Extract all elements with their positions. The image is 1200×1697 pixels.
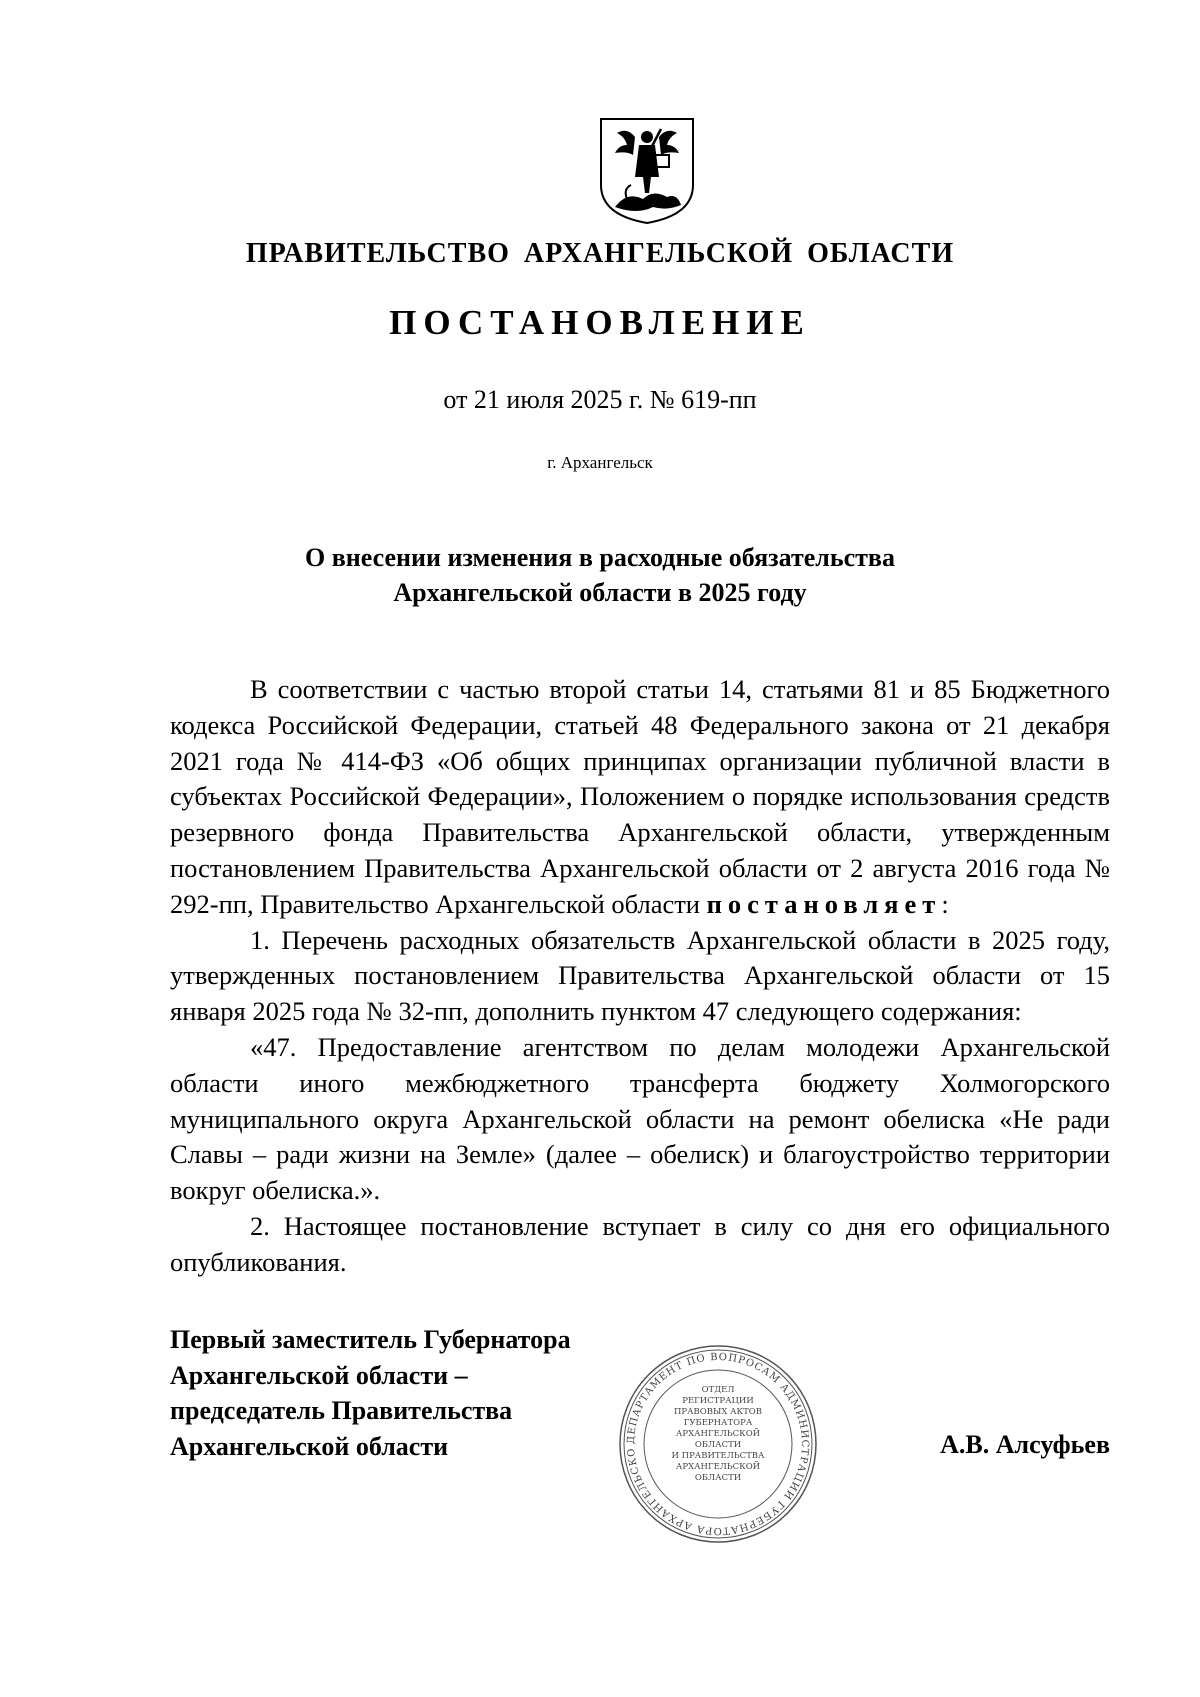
organization-title: ПРАВИТЕЛЬСТВО АРХАНГЕЛЬСКОЙ ОБЛАСТИ <box>245 238 955 269</box>
preamble-paragraph <box>170 672 1110 923</box>
item-2: 2. Настоящее постановление вступает в силу со дня его официального опубликования. <box>170 1210 1110 1277</box>
signer-title-line: Архангельской области <box>170 1431 449 1461</box>
date-number: от 21 июля 2025 г. № 619-пп <box>443 385 757 414</box>
svg-text:ОБЛАСТИ: ОБЛАСТИ <box>694 1440 742 1450</box>
signer-title-line: Архангельской области – <box>170 1360 468 1390</box>
signer-title <box>170 1322 630 1464</box>
document-subject <box>0 540 1200 610</box>
city: г. Архангельск <box>547 453 653 472</box>
signer-title-line: Первый заместитель Губернатора <box>170 1325 571 1354</box>
svg-text:ГУБЕРНАТОРА: ГУБЕРНАТОРА <box>683 1418 753 1428</box>
decides-word: постановляет <box>706 888 942 919</box>
signer-name: А.В. Алсуфьев <box>940 1430 1110 1459</box>
registration-seal-stamp <box>616 1344 820 1544</box>
item-47: «47. Предоставление агентством по делам молодежи Архангельской области иного межбюджетного трансферта бюджету Холмогорского муниципального округа Архангельской области на ремонт обелиска «Не ради Славы – ради жизни на Земле» (далее – обелиск) и благоустройство территории вокруг обелиска.». <box>170 1031 1110 1206</box>
svg-text:ОБЛАСТИ: ОБЛАСТИ <box>694 1473 742 1483</box>
subject-line-1: О внесении изменения в расходные обязательства <box>305 543 895 572</box>
signer-title-line: председатель Правительства <box>170 1396 513 1425</box>
svg-text:ДЕПАРТАМЕНТ ПО ВОПРОСАМ АДМИНИ: ДЕПАРТАМЕНТ ПО ВОПРОСАМ АДМИНИСТРАЦИИ ГУБЕРНАТОРА АРХАНГЕЛЬСКО <box>625 1351 811 1537</box>
svg-text:АРХАНГЕЛЬСКОЙ: АРХАНГЕЛЬСКОЙ <box>675 1462 761 1472</box>
svg-text:И ПРАВИТЕЛЬСТВА: И ПРАВИТЕЛЬСТВА <box>671 1451 765 1461</box>
preamble-text: В соответствии с частью второй статьи 14, статьями 81 и 85 Бюджетного кодекса Российской Федерации, статьей 48 Федерального закона от 21 декабря 2021 года № 414-ФЗ «Об общих принципах организации публичной власти в субъектах Российской Федерации», Положением о порядке использования средств резервного фонда Правительства Архангельской области, утвержденным постановлением Правительства Архангельской области от 2 августа 2016 года № 292-пп, Правительство Архангельской области <box>170 674 1110 919</box>
coat-of-arms-icon <box>597 115 697 227</box>
svg-text:ОТДЕЛ: ОТДЕЛ <box>701 1385 735 1395</box>
svg-text:АРХАНГЕЛЬСКОЙ: АРХАНГЕЛЬСКОЙ <box>675 1429 761 1439</box>
svg-text:РЕГИСТРАЦИИ: РЕГИСТРАЦИИ <box>682 1396 754 1406</box>
item-1: 1. Перечень расходных обязательств Архангельской области в 2025 году, утвержденных постановлением Правительства Архангельской области от 15 января 2025 года № 32-пп, дополнить пунктом 47 следующего содержания: <box>170 924 1110 1027</box>
document-type: ПОСТАНОВЛЕНИЕ <box>389 303 811 342</box>
svg-text:ПРАВОВЫХ АКТОВ: ПРАВОВЫХ АКТОВ <box>673 1407 763 1417</box>
document-body <box>170 672 1110 1281</box>
decides-suffix: : <box>941 888 949 919</box>
subject-line-2: Архангельской области в 2025 году <box>393 578 807 607</box>
